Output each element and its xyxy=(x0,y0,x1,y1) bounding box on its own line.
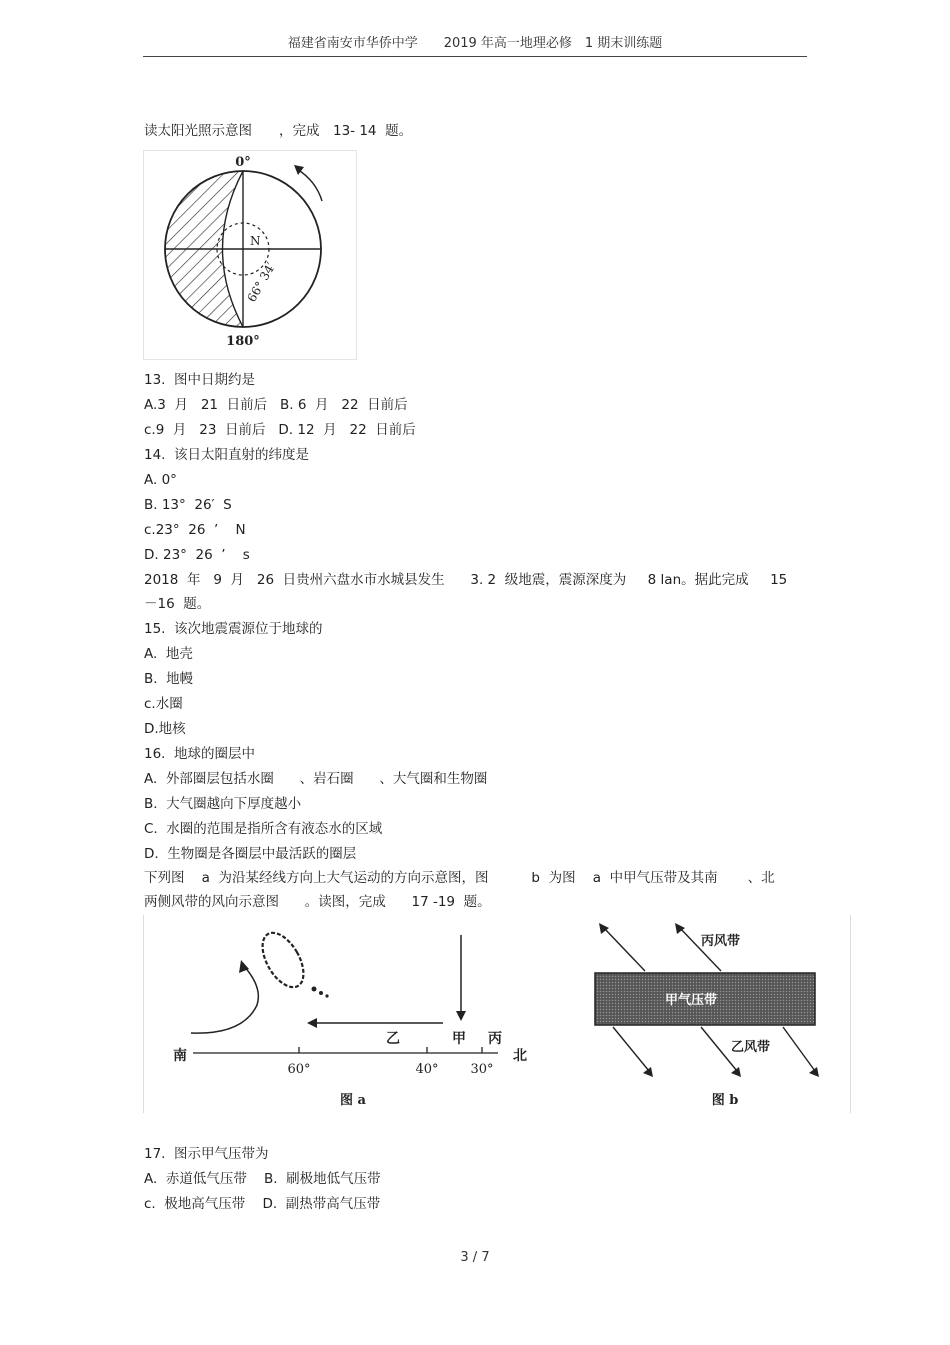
figure-right-edge xyxy=(850,915,851,1113)
label-angle: 66° 34′ xyxy=(244,260,279,305)
q15-option-b: B. 地幔 xyxy=(144,671,194,687)
page-number: 3 / 7 xyxy=(460,1250,490,1265)
q16-option-a: A. 外部圈层包括水圈 、岩石圈 、大气圈和生物圈 xyxy=(144,771,488,787)
q15-option-a: A. 地壳 xyxy=(144,646,193,662)
descending-arrowhead xyxy=(456,1011,466,1021)
label-40: 40° xyxy=(415,1062,439,1077)
figure-left-edge xyxy=(143,915,144,1113)
q14-option-d: D. 23° 26 ’ s xyxy=(144,547,250,563)
q13-options-2: c.9 月 23 日前后 D. 12 月 22 日前后 xyxy=(144,422,416,438)
rising-air-curve xyxy=(191,965,258,1033)
sunlight-diagram-svg xyxy=(144,151,356,359)
label-0deg: 0° xyxy=(235,155,251,170)
q14-stem: 14. 该日太阳直射的纬度是 xyxy=(144,447,310,463)
q16-option-b: B. 大气圈越向下厚度越小 xyxy=(144,796,302,812)
page-header: 福建省南安市华侨中学 2019 年高一地理必修 1 期末训练题 xyxy=(143,34,807,57)
surface-wind-arrowhead xyxy=(307,1018,317,1028)
lower-wind-arrowhead-2 xyxy=(731,1067,741,1077)
cloud-dot-2 xyxy=(319,991,323,995)
label-jia-belt: 甲气压带 xyxy=(664,993,718,1008)
q15-stem: 15. 该次地震震源位于地球的 xyxy=(144,621,323,637)
q13-stem: 13. 图中日期约是 xyxy=(144,372,256,388)
label-south: 南 xyxy=(173,1048,187,1064)
label-60: 60° xyxy=(287,1062,311,1077)
intro-15-16-line1: 2018 年 9 月 26 日贵州六盘水市水城县发生 3. 2 级地震，震源深度为 8 lan。据此完成 15 xyxy=(144,572,788,588)
label-180deg: 180° xyxy=(226,334,260,349)
q15-option-c: c.水圈 xyxy=(144,696,183,712)
label-yi-wind: 乙风带 xyxy=(731,1040,771,1055)
q14-option-c: c.23° 26 ’ N xyxy=(144,522,246,538)
label-yi: 乙 xyxy=(386,1031,400,1047)
label-bing: 丙 xyxy=(488,1031,502,1047)
upper-wind-arrow-1 xyxy=(603,927,645,971)
q14-option-b: B. 13° 26′ S xyxy=(144,497,232,513)
cloud-dot-1 xyxy=(312,987,317,992)
label-bing-wind: 丙风带 xyxy=(701,934,741,949)
q16-option-d: D. 生物圈是各圈层中最活跃的圈层 xyxy=(144,846,357,862)
label-jia: 甲 xyxy=(452,1031,466,1047)
q17-stem: 17. 图示甲气压带为 xyxy=(144,1146,269,1162)
label-n: N xyxy=(250,234,261,248)
q14-option-a: A. 0° xyxy=(144,472,177,488)
label-30: 30° xyxy=(470,1062,494,1077)
lower-wind-arrowhead-1 xyxy=(643,1067,653,1077)
lower-wind-arrow-3 xyxy=(783,1027,815,1071)
intro-17-19-line1: 下列图 a 为沿某经线方向上大气运动的方向示意图，图 b 为图 a 中甲气压带及其南 、北 xyxy=(144,870,775,886)
caption-b: 图 b xyxy=(711,1093,739,1108)
intro-17-19-line2: 两侧风带的风向示意图 。读图，完成 17 -19 题。 xyxy=(144,894,491,910)
q13-options-1: A.3 月 21 日前后 B. 6 月 22 日前后 xyxy=(144,397,408,413)
q16-option-c: C. 水圈的范围是指所含有液态水的区域 xyxy=(144,821,383,837)
q16-stem: 16. 地球的圈层中 xyxy=(144,746,256,762)
q17-options-2: c. 极地高气压带 D. 副热带高气压带 xyxy=(144,1196,381,1212)
cloud-dot-3 xyxy=(325,994,328,997)
q17-options-1: A. 赤道低气压带 B. 刷极地低气压带 xyxy=(144,1171,381,1187)
intro-15-16-line2: －16 题。 xyxy=(144,596,211,612)
caption-a: 图 a xyxy=(340,1093,366,1108)
sunlight-diagram xyxy=(143,150,357,360)
circulation-svg xyxy=(143,915,851,1113)
q15-option-d: D.地核 xyxy=(144,721,186,737)
intro-13-14: 读太阳光照示意图 ，完成 13- 14 题。 xyxy=(144,123,413,139)
lower-wind-arrow-1 xyxy=(613,1027,649,1071)
label-north: 北 xyxy=(513,1048,527,1064)
cloud-swirl xyxy=(254,926,312,994)
circulation-figure xyxy=(143,915,851,1113)
